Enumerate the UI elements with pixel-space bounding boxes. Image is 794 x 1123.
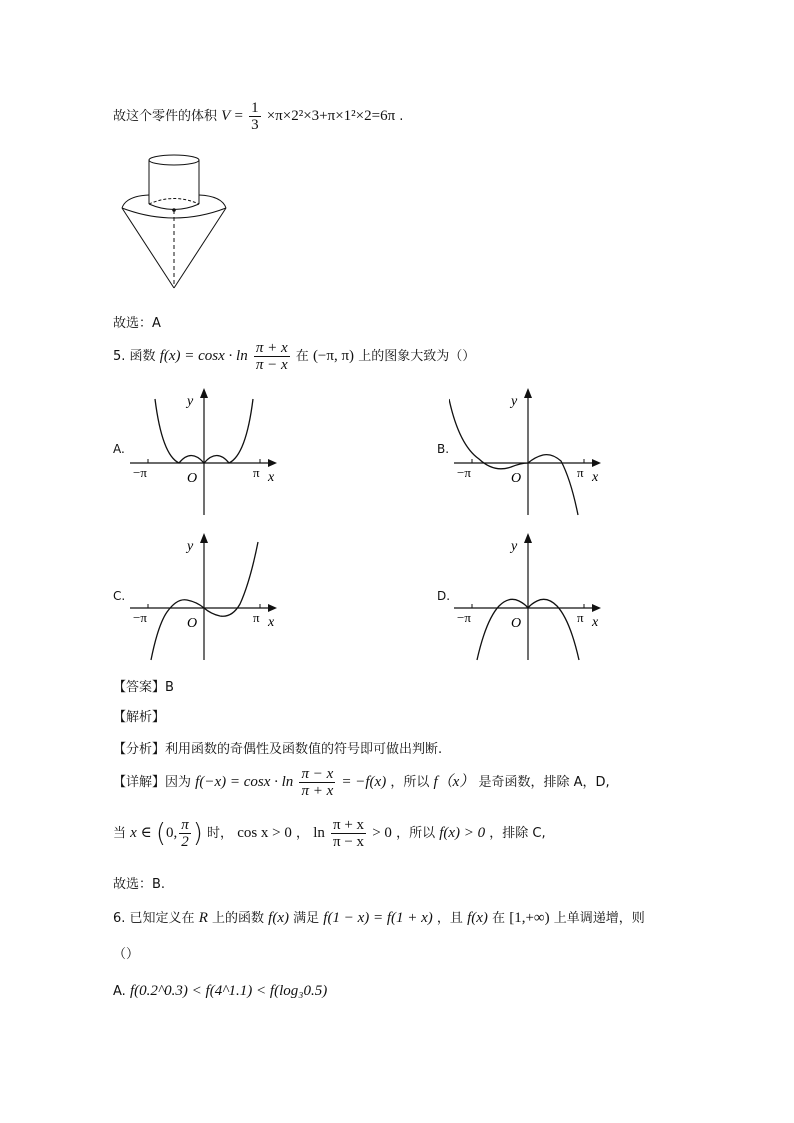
x-axis-label: x xyxy=(268,470,275,485)
volume-expression: ×π×2²×3+π×1²×2=6π xyxy=(266,108,396,124)
answer-q5: 故选：B. xyxy=(113,877,166,892)
q5-stem-text: 在 xyxy=(295,349,309,364)
q6-fx: f(x) xyxy=(268,910,289,926)
volume-symbol: V xyxy=(221,108,231,124)
q5-log-fraction xyxy=(254,340,290,373)
one-third-fraction xyxy=(249,100,261,133)
right-paren: ) xyxy=(192,818,203,849)
q6-text: 在 xyxy=(492,911,506,926)
detail-text: 时， xyxy=(207,826,234,841)
y-axis-label: y xyxy=(187,539,194,554)
graph-b-curve xyxy=(449,399,578,515)
origin-label: O xyxy=(187,616,198,631)
q6-text: 满足 xyxy=(293,911,320,926)
graph-b xyxy=(449,385,609,517)
detail-text: 因为 xyxy=(165,775,192,790)
detail-log-fraction xyxy=(299,766,335,799)
real-set-symbol: R xyxy=(198,910,208,926)
volume-line xyxy=(113,96,403,136)
origin-label: O xyxy=(511,616,522,631)
cone-base-back-left xyxy=(122,195,149,208)
q5-number: 5. 函数 xyxy=(113,349,156,364)
fraction-numerator: π xyxy=(181,817,189,833)
detail-tag: 【详解】 xyxy=(113,775,166,790)
left-paren: ( xyxy=(155,818,166,849)
x-axis-label: x xyxy=(268,615,275,630)
q6-text: 上的函数 xyxy=(212,911,265,926)
fraction-numerator: π − x xyxy=(301,766,334,782)
detail-text: ，所以 xyxy=(396,826,436,841)
detail-text: 是奇函数，排除 A，D, xyxy=(478,775,610,790)
option-a-label: A. xyxy=(113,442,125,456)
q6-text: 上单调递增，则 xyxy=(553,911,645,926)
fraction-denominator: π − x xyxy=(255,357,288,373)
pi-over-two xyxy=(179,817,191,850)
q6-text: ，且 xyxy=(436,911,463,926)
comma: ， xyxy=(296,826,310,841)
answer-previous: 故选：A xyxy=(113,316,161,331)
answer-tag: 【答案】B xyxy=(113,680,174,695)
q6-symmetry-condition: f(1 − x) = f(1 + x) xyxy=(323,910,433,926)
equals-sign: = xyxy=(234,108,243,124)
q6-interval: [1,+∞) xyxy=(509,910,550,926)
fraction-denominator: π − x xyxy=(333,834,365,850)
analysis-summary: 【分析】利用函数的奇偶性及函数值的符号即可做出判断. xyxy=(113,742,443,757)
q6-fx: f(x) xyxy=(467,910,488,926)
q5-function-lhs: f(x) = cosx · ln xyxy=(159,348,248,364)
axis-center-point xyxy=(172,208,176,212)
detail-text: ，所以 xyxy=(390,775,430,790)
cone-base-back-right xyxy=(199,195,226,208)
neg-pi-tick-label: −π xyxy=(133,465,147,480)
option-b-label: B. xyxy=(437,442,450,456)
q6-answer-blank: （） xyxy=(113,947,140,962)
q5-stem xyxy=(113,336,475,376)
pi-tick-label: π xyxy=(253,465,260,480)
cos-positive: cos x > 0 xyxy=(237,825,292,841)
volume-prefix: 故这个零件的体积 xyxy=(113,109,218,124)
neg-pi-tick-label: −π xyxy=(457,465,471,480)
origin-label: O xyxy=(187,471,198,486)
neg-pi-tick-label: −π xyxy=(457,610,471,625)
q6-option-a-expression: f(0.2^0.3) < f(4^1.1) < f(log₃0.5) xyxy=(129,983,328,999)
x-axis-label: x xyxy=(592,615,599,630)
analysis-tag: 【解析】 xyxy=(113,710,166,725)
period: . xyxy=(399,109,404,124)
q5-interval: (−π, π) xyxy=(312,348,355,364)
detail-f-neg-x: f(−x) = cosx · ln xyxy=(195,774,294,790)
detail-text: ，排除 C, xyxy=(489,826,546,841)
fraction-numerator: 1 xyxy=(251,100,259,116)
fraction-numerator: π + x xyxy=(255,340,288,356)
pi-tick-label: π xyxy=(577,610,584,625)
fraction-denominator: 2 xyxy=(181,834,189,850)
x-in-symbol: x ∈ xyxy=(130,825,152,841)
q6-option-a xyxy=(113,977,327,1005)
y-axis-label: y xyxy=(187,394,194,409)
interval-start: 0, xyxy=(165,825,178,841)
graph-d xyxy=(449,530,609,662)
greater-than-zero: > 0 xyxy=(372,825,392,841)
origin-label: O xyxy=(511,471,522,486)
fx-positive: f(x) > 0 xyxy=(439,825,486,841)
cone-right-side xyxy=(174,208,226,288)
pi-tick-label: π xyxy=(577,465,584,480)
neg-pi-tick-label: −π xyxy=(133,610,147,625)
y-axis-label: y xyxy=(511,539,518,554)
q6-stem xyxy=(113,905,645,931)
graph-c xyxy=(125,530,285,662)
detail-line-1 xyxy=(113,762,610,802)
option-c-label: C. xyxy=(113,589,126,603)
pi-tick-label: π xyxy=(253,610,260,625)
detail-rhs: = −f(x) xyxy=(341,774,387,790)
fraction-denominator: 3 xyxy=(251,117,259,133)
x-axis-label: x xyxy=(592,470,599,485)
cone-cylinder-figure xyxy=(118,148,230,293)
q6-number: 6. 已知定义在 xyxy=(113,911,195,926)
detail-fx: f（x） xyxy=(433,774,475,790)
option-d-label: D. xyxy=(437,589,451,603)
detail-line-2 xyxy=(113,812,546,854)
y-axis-label: y xyxy=(511,394,518,409)
q5-stem-text-end: 上的图象大致为（） xyxy=(358,349,476,364)
graph-a xyxy=(125,385,285,517)
ln-symbol: ln xyxy=(313,825,325,841)
detail2-log-fraction xyxy=(331,817,366,850)
q6-option-a-label: A. xyxy=(113,984,126,999)
cylinder-top-ellipse xyxy=(149,155,199,165)
cone-left-side xyxy=(122,208,174,288)
cylinder-bottom-back xyxy=(149,199,199,205)
fraction-denominator: π + x xyxy=(301,783,334,799)
detail-text: 当 xyxy=(113,826,127,841)
fraction-numerator: π + x xyxy=(333,817,365,833)
